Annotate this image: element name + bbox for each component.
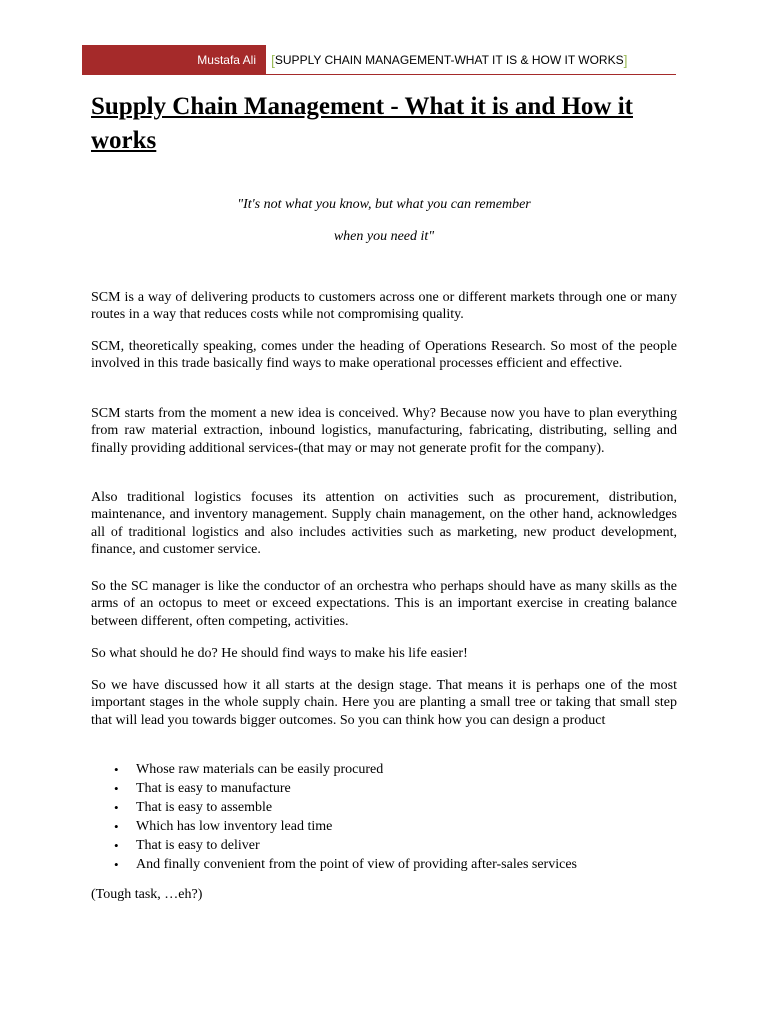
header-title-box — [266, 45, 676, 75]
page-header — [82, 45, 676, 75]
quote-line-1: "It's not what you know, but what you can remember — [237, 197, 531, 212]
paragraph-2: SCM, theoretically speaking, comes under the heading of Operations Research. So most of the people involved in this trade basically find ways to make operational processes efficient and effective. — [91, 339, 677, 372]
list-item: • And finally convenient from the point of view of providing after-sales services — [114, 857, 577, 872]
bullet-icon: • — [114, 838, 119, 853]
paragraph-3: SCM starts from the moment a new idea is conceived. Why? Because now you have to plan everything from raw material extraction, inbound logistics, manufacturing, fabricating, distributing, selling and finally providing additional services-(that may or may not generate profit for the company). — [91, 406, 677, 456]
paragraph-5: So the SC manager is like the conductor of an orchestra who perhaps should have as many skills as the arms of an octopus to meet or exceed expectations. This is an important exercise in creating balance between different, often competing, activities. — [91, 579, 677, 629]
header-bracket-open: [ — [271, 51, 275, 68]
header-title: SUPPLY CHAIN MANAGEMENT-WHAT IT IS & HOW IT WORKS — [274, 52, 624, 67]
bullet-icon: • — [114, 800, 119, 815]
bullet-icon: • — [114, 781, 119, 796]
list-item: • That is easy to manufacture — [114, 781, 291, 796]
paragraph-4: Also traditional logistics focuses its attention on activities such as procurement, distribution, maintenance, and inventory management. Supply chain management, on the other hand, acknowledges all of traditional logistics and also includes activities such as marketing, new product development, finance, and customer service. — [91, 490, 677, 557]
bullet-icon: • — [114, 819, 119, 834]
list-item: • Which has low inventory lead time — [114, 819, 333, 834]
design-criteria-list — [91, 760, 677, 874]
bullet-icon: • — [114, 762, 119, 777]
header-author: Mustafa Ali — [82, 45, 266, 75]
paragraph-1: SCM is a way of delivering products to customers across one or different markets through one or many routes in a way that reduces costs while not compromising quality. — [91, 290, 677, 323]
paragraph-7: So we have discussed how it all starts at the design stage. That means it is perhaps one of the most important stages in the whole supply chain. Here you are planting a small tree or taking that small step that will lead you towards bigger outcomes. So you can think how you can design a product — [91, 678, 677, 728]
closing-remark: (Tough task, …eh?) — [91, 887, 203, 902]
quote-line-2: when you need it" — [333, 229, 435, 244]
bullet-icon: • — [114, 857, 119, 872]
document-title: Supply Chain Management - What it is and How it works — [91, 93, 633, 154]
list-item: • Whose raw materials can be easily procured — [114, 762, 384, 777]
header-bracket-close: ] — [623, 51, 628, 68]
list-item: • That is easy to assemble — [114, 800, 273, 815]
list-item: • That is easy to deliver — [114, 838, 260, 853]
paragraph-6: So what should he do? He should find ways to make his life easier! — [91, 646, 468, 661]
